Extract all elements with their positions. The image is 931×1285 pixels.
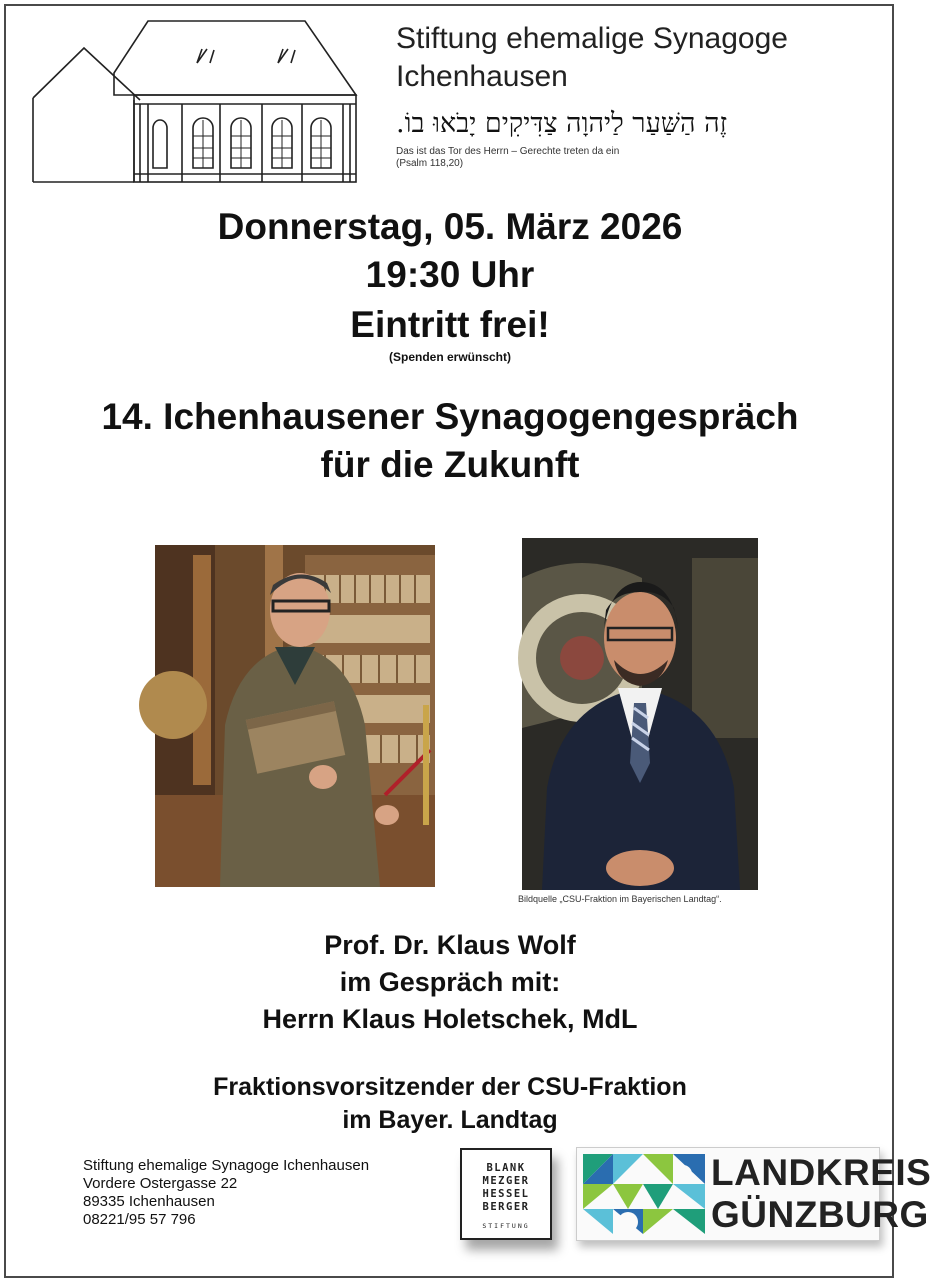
landkreis-text-line-1: LANDKREIS xyxy=(711,1152,931,1193)
photo-klaus-wolf xyxy=(155,545,435,887)
blank-logo-line-3: HESSEL xyxy=(482,1188,530,1200)
photo-credit: Bildquelle „CSU-Fraktion im Bayerischen Landtag“. xyxy=(518,894,722,904)
event-title-line-2: für die Zukunft xyxy=(320,444,580,485)
blank-logo-line-1: BLANK xyxy=(486,1162,526,1174)
speaker-host: Prof. Dr. Klaus Wolf xyxy=(324,930,576,960)
event-title-line-1: 14. Ichenhausener Synagogengespräch xyxy=(101,396,799,437)
organization-name xyxy=(396,20,788,96)
event-time: 19:30 Uhr xyxy=(365,254,535,295)
address-name: Stiftung ehemalige Synagoge Ichenhausen xyxy=(83,1157,370,1174)
photo-klaus-holetschek xyxy=(522,538,758,890)
landkreis-text-line-2: GÜNZBURG xyxy=(711,1194,929,1235)
blank-stiftung-logo xyxy=(460,1148,552,1240)
admission-text: Eintritt frei! xyxy=(350,304,550,345)
blank-logo-line-4: BERGER xyxy=(482,1201,530,1213)
synagogue-drawing xyxy=(30,18,360,186)
speaker-guest: Herrn Klaus Holetschek, MdL xyxy=(262,1004,638,1034)
address-phone: 08221/95 57 796 xyxy=(83,1211,196,1228)
verse-caption xyxy=(396,146,619,170)
hebrew-verse: זֶה הַשַּׁעַר לַיהוָה צַדִּיקִים יָבֹאוּ בוֹ. xyxy=(396,108,728,139)
verse-reference: (Psalm 118,20) xyxy=(396,158,464,169)
blank-logo-sub: STIFTUNG xyxy=(482,1222,530,1230)
guest-role-line-1: Fraktionsvorsitzender der CSU-Fraktion xyxy=(213,1073,687,1101)
verse-translation: Das ist das Tor des Herrn – Gerechte treten da ein xyxy=(396,146,620,157)
landkreis-emblem-icon xyxy=(583,1154,705,1234)
event-date: Donnerstag, 05. März 2026 xyxy=(217,206,683,247)
organization-line-2: Ichenhausen xyxy=(396,60,568,93)
contact-address xyxy=(83,1157,369,1229)
speaker-connector: im Gespräch mit: xyxy=(339,967,561,997)
blank-logo-line-2: MEZGER xyxy=(482,1175,530,1187)
guest-role-line-2: im Bayer. Landtag xyxy=(342,1106,558,1134)
address-city: 89335 Ichenhausen xyxy=(83,1193,215,1210)
donation-note: (Spenden erwünscht) xyxy=(388,350,511,364)
landkreis-guenzburg-logo xyxy=(576,1147,931,1241)
organization-line-1: Stiftung ehemalige Synagoge xyxy=(396,22,788,55)
address-street: Vordere Ostergasse 22 xyxy=(83,1175,238,1192)
